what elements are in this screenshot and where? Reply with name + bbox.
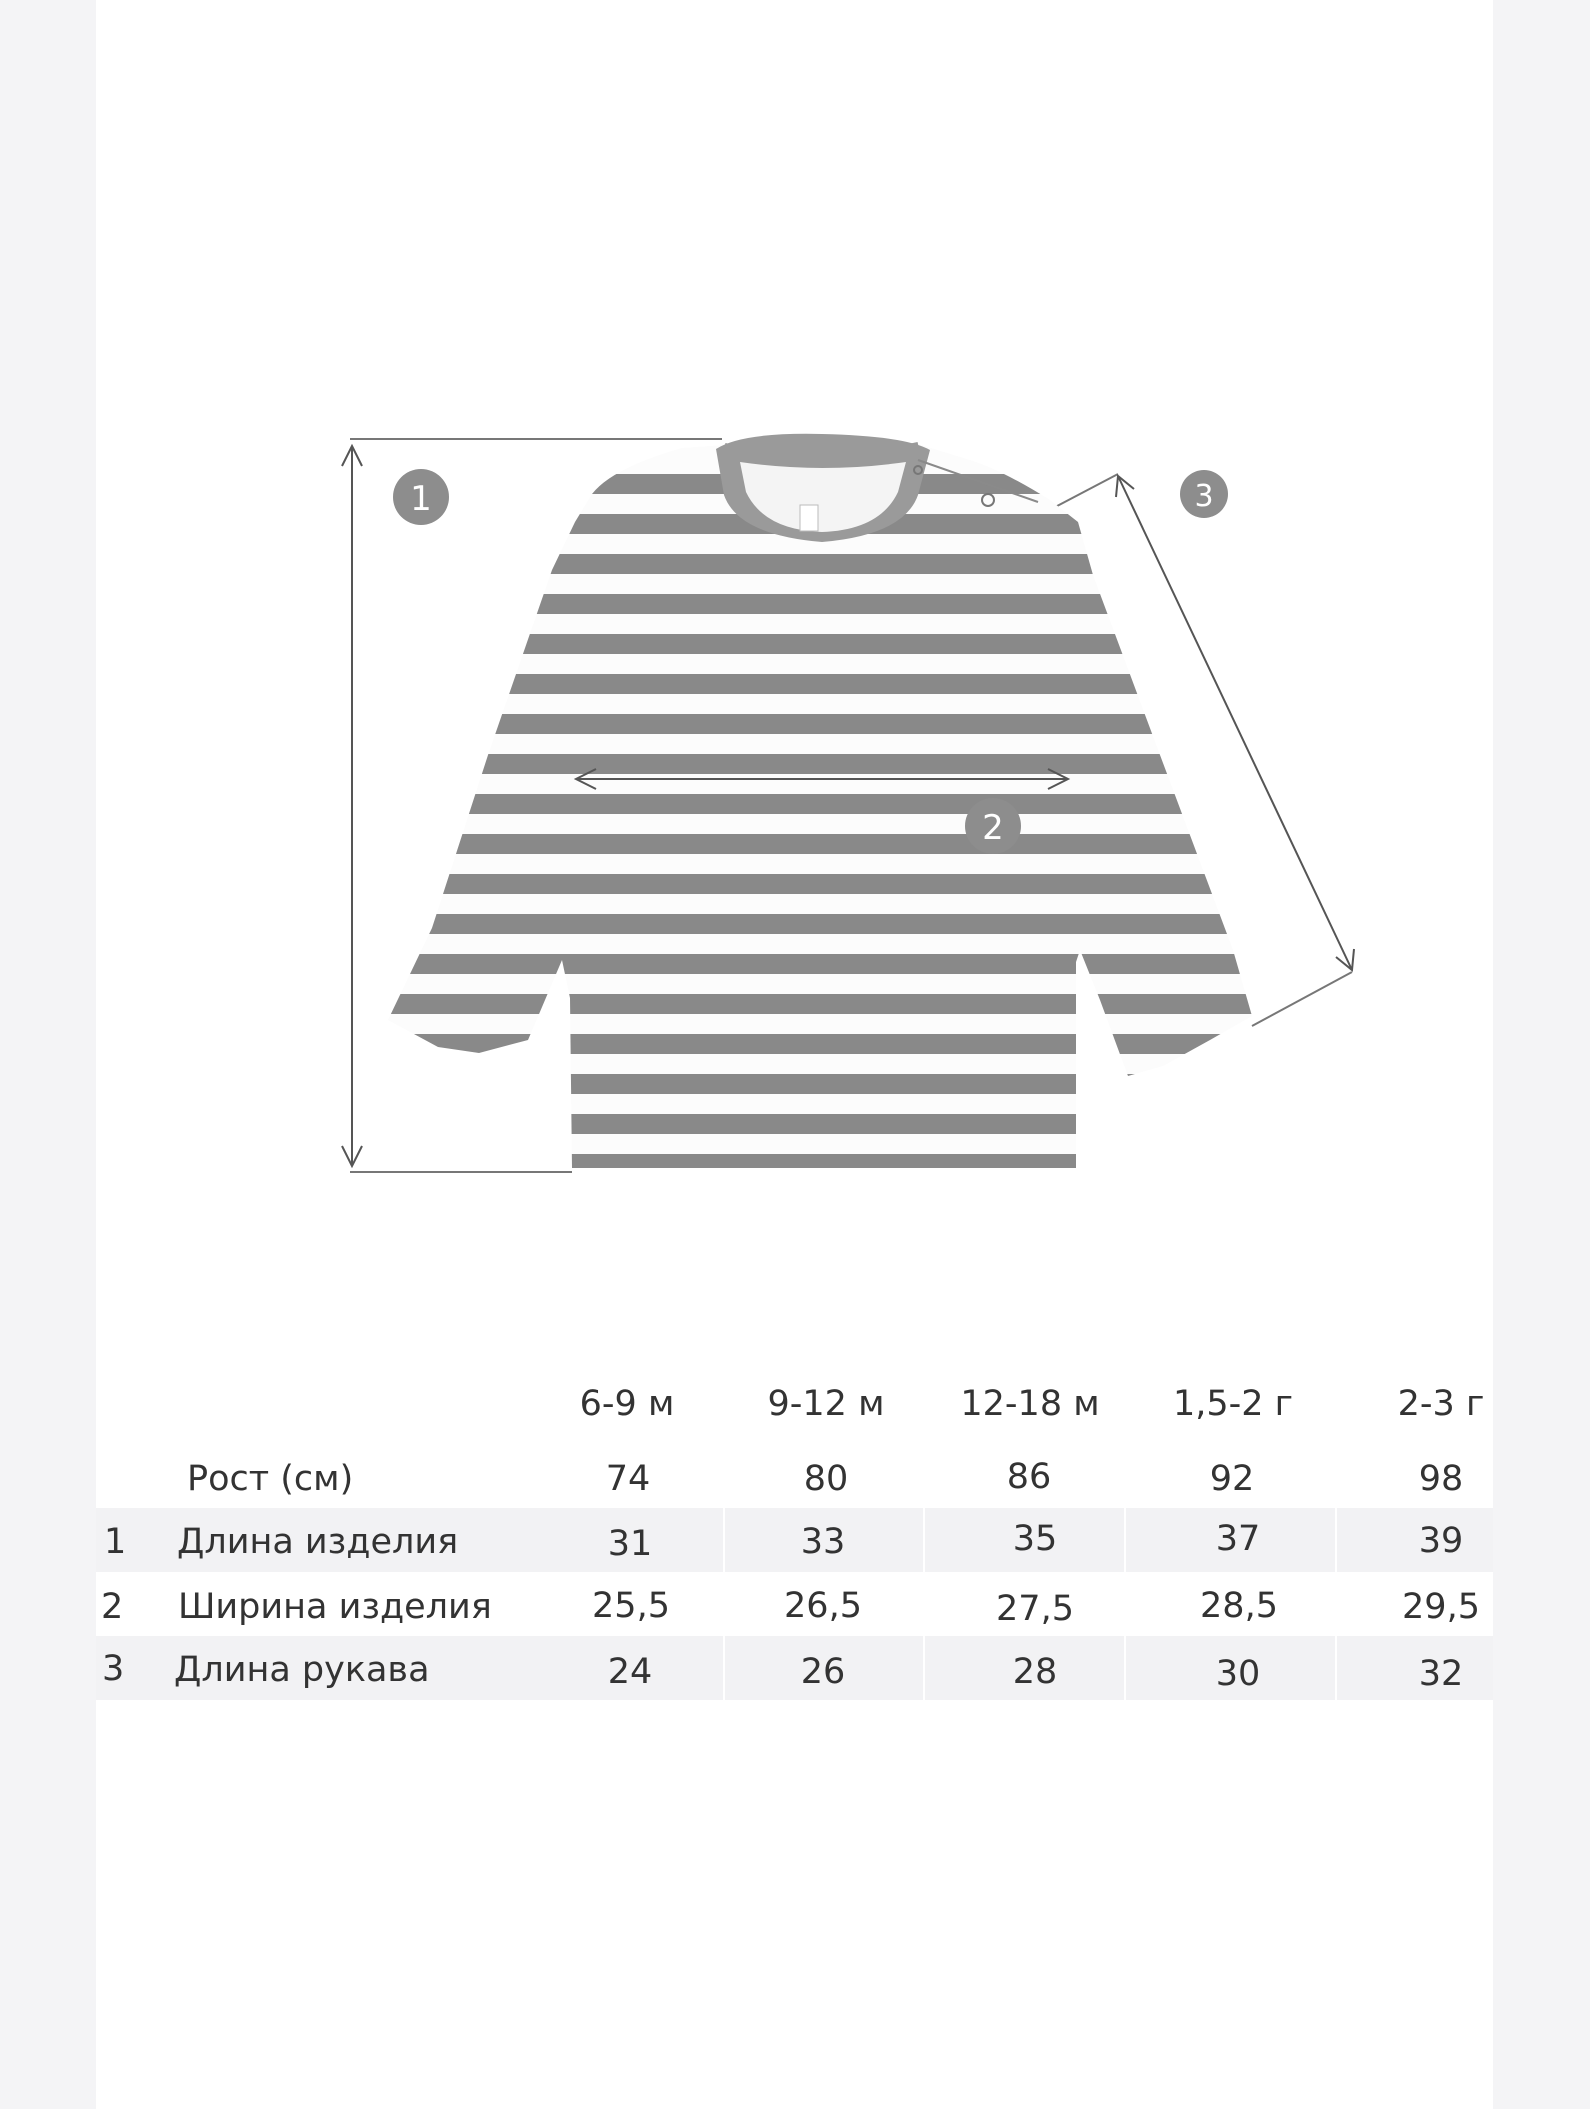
table-cell: 37 <box>1215 1519 1261 1559</box>
column-divider <box>1124 1508 1126 1700</box>
table-cell: 74 <box>605 1459 651 1499</box>
table-cell: 98 <box>1418 1459 1464 1499</box>
shirt-stripe <box>380 1114 1260 1134</box>
shirt-stripe <box>380 1074 1260 1094</box>
row-number: 3 <box>102 1649 125 1689</box>
table-cell: 29,5 <box>1402 1587 1480 1627</box>
table-cell: 86 <box>1006 1457 1052 1497</box>
shirt-stripe <box>380 634 1260 654</box>
table-cell: 28 <box>1012 1652 1058 1692</box>
table-cell: 33 <box>800 1522 846 1562</box>
row-number: 2 <box>101 1587 124 1627</box>
shirt-stripe <box>380 674 1260 694</box>
column-divider <box>723 1508 725 1700</box>
table-cell: 92 <box>1209 1459 1255 1499</box>
shirt-stripe <box>380 754 1260 774</box>
guide-line-cuff <box>1252 972 1352 1026</box>
table-cell: 80 <box>803 1459 849 1499</box>
table-cell: 25,5 <box>592 1586 670 1626</box>
shirt-stripe <box>380 954 1260 974</box>
shirt-stripe <box>380 994 1260 1014</box>
table-cell: 26,5 <box>784 1586 862 1626</box>
callout-badge-3 <box>1180 470 1228 518</box>
column-divider <box>923 1508 925 1700</box>
column-header: 12-18 м <box>960 1384 1100 1424</box>
row-label-height: Рост (см) <box>187 1459 354 1499</box>
table-cell: 27,5 <box>996 1589 1074 1629</box>
row-label: Ширина изделия <box>178 1587 492 1627</box>
callout-badge-1 <box>393 469 449 525</box>
column-header: 1,5-2 г <box>1172 1384 1294 1424</box>
shirt-stripe <box>380 554 1260 574</box>
shirt-stripe <box>380 914 1260 934</box>
shirt-stripe <box>380 794 1260 814</box>
svg-text:1: 1 <box>410 479 432 519</box>
shirt-stripe <box>380 834 1260 854</box>
shirt-stripe <box>380 594 1260 614</box>
table-cell: 39 <box>1418 1521 1464 1561</box>
column-divider <box>1335 1508 1337 1700</box>
table-cell: 32 <box>1418 1654 1464 1694</box>
svg-text:2: 2 <box>982 808 1004 848</box>
column-header: 2-3 г <box>1397 1384 1485 1424</box>
column-header: 9-12 м <box>767 1384 885 1424</box>
shirt-stripe <box>380 714 1260 734</box>
table-cell: 28,5 <box>1200 1586 1278 1626</box>
shirt-stripe <box>380 1034 1260 1054</box>
row-label: Длина изделия <box>177 1522 459 1562</box>
table-cell: 31 <box>607 1524 653 1564</box>
shirt-stripe <box>380 874 1260 894</box>
table-cell: 26 <box>800 1652 846 1692</box>
striped-shirt <box>380 430 1260 1180</box>
table-cell: 35 <box>1012 1519 1058 1559</box>
svg-text:3: 3 <box>1194 479 1214 514</box>
column-header: 6-9 м <box>579 1384 675 1424</box>
row-label: Длина рукава <box>174 1650 430 1690</box>
table-cell: 24 <box>607 1652 653 1692</box>
callout-badge-2 <box>965 798 1021 854</box>
row-number: 1 <box>104 1522 127 1562</box>
size-tag <box>800 505 818 531</box>
table-cell: 30 <box>1215 1654 1261 1694</box>
